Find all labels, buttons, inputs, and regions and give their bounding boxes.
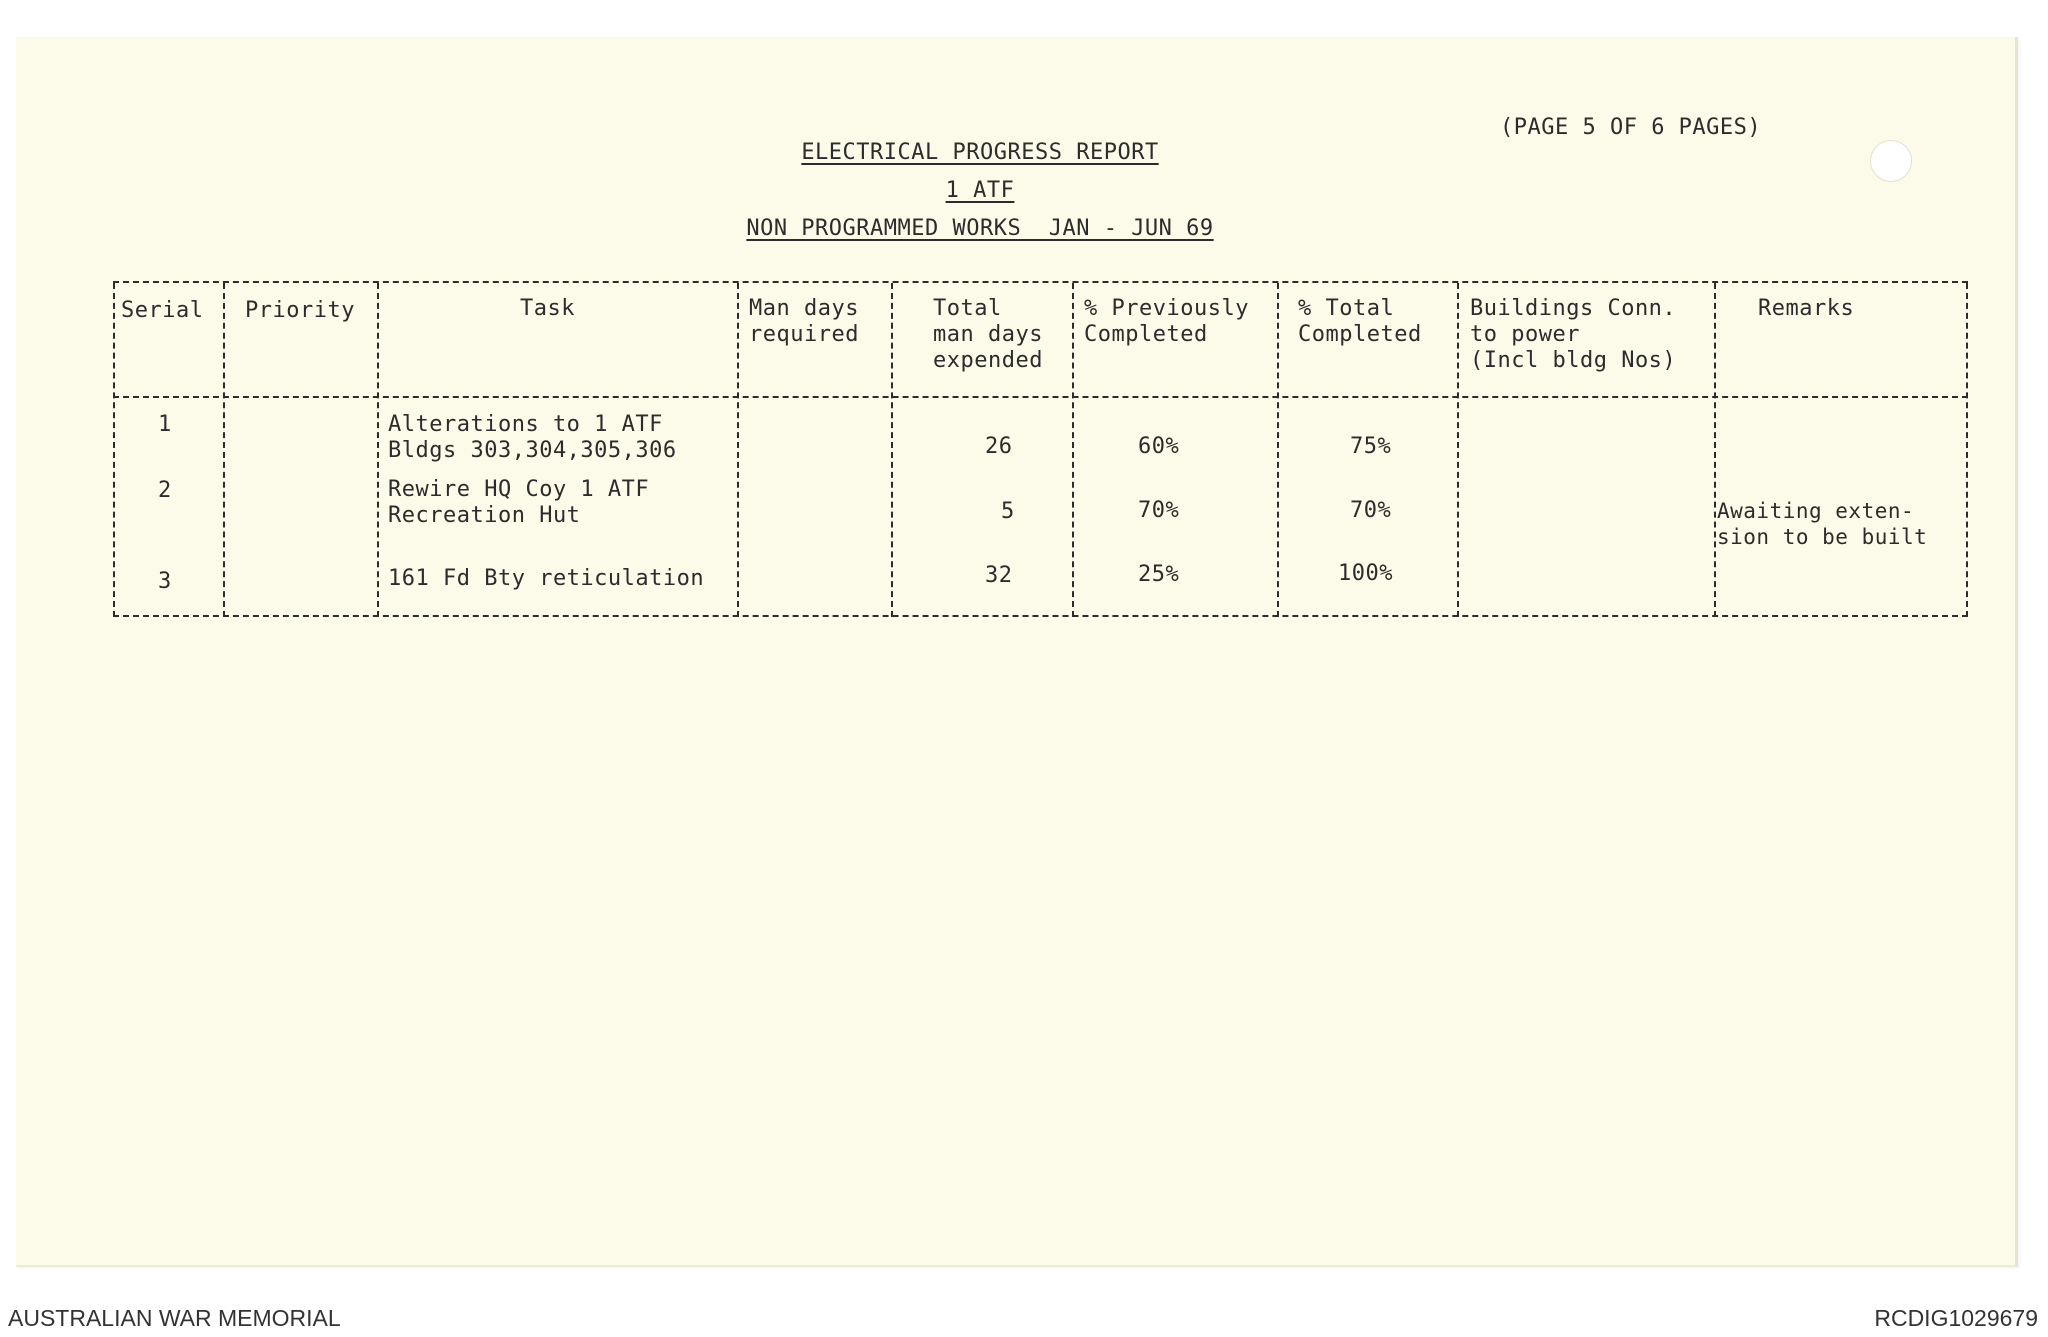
col-border-0 bbox=[113, 283, 115, 617]
col-border-1 bbox=[223, 283, 225, 617]
col-border-7 bbox=[1457, 283, 1459, 617]
row-3-total-man-days: 32 bbox=[985, 563, 1013, 588]
punch-hole bbox=[1870, 140, 1912, 182]
col-border-6 bbox=[1277, 283, 1279, 617]
row-1-total-man-days: 26 bbox=[985, 434, 1013, 459]
footer-archive-name: AUSTRALIAN WAR MEMORIAL bbox=[8, 1305, 341, 1331]
row-2-remarks: Awaiting exten- sion to be built bbox=[1717, 499, 1928, 549]
row-1-task: Alterations to 1 ATF Bldgs 303,304,305,306 bbox=[388, 412, 677, 463]
header-remarks: Remarks bbox=[1758, 296, 1855, 321]
header-previously-completed: % Previously Completed bbox=[1084, 296, 1249, 347]
report-title: ELECTRICAL PROGRESS REPORT bbox=[801, 140, 1159, 165]
header-priority: Priority bbox=[245, 298, 355, 323]
row-3-previously-completed: 25% bbox=[1138, 562, 1180, 587]
row-1-previously-completed: 60% bbox=[1138, 434, 1180, 459]
row-3-serial: 3 bbox=[158, 569, 172, 594]
table-bottom-border bbox=[113, 615, 1968, 617]
row-2-serial: 2 bbox=[158, 478, 172, 503]
col-border-9 bbox=[1966, 283, 1968, 617]
row-1-total-completed: 75% bbox=[1350, 434, 1392, 459]
header-total-man-days: Total man days expended bbox=[933, 296, 1043, 373]
col-border-5 bbox=[1072, 283, 1074, 617]
col-border-4 bbox=[891, 283, 893, 617]
row-1-serial: 1 bbox=[158, 412, 172, 437]
table-top-border bbox=[113, 281, 1968, 283]
row-3-total-completed: 100% bbox=[1338, 561, 1393, 586]
row-2-task: Rewire HQ Coy 1 ATF Recreation Hut bbox=[388, 477, 650, 528]
header-buildings-connected: Buildings Conn. to power (Incl bldg Nos) bbox=[1470, 296, 1677, 373]
header-serial: Serial bbox=[121, 298, 204, 323]
col-border-3 bbox=[737, 283, 739, 617]
header-man-days-required: Man days required bbox=[749, 296, 859, 347]
unit-name: 1 ATF bbox=[945, 178, 1015, 203]
row-2-previously-completed: 70% bbox=[1138, 498, 1180, 523]
footer-record-id: RCDIG1029679 bbox=[1874, 1305, 2038, 1331]
header-task: Task bbox=[520, 296, 575, 321]
row-3-task: 161 Fd Bty reticulation bbox=[388, 566, 705, 591]
report-subtitle: NON PROGRAMMED WORKS JAN - JUN 69 bbox=[746, 216, 1214, 241]
page-number: (PAGE 5 OF 6 PAGES) bbox=[1500, 115, 1762, 140]
row-2-total-man-days: 5 bbox=[1001, 499, 1015, 524]
header-total-completed: % Total Completed bbox=[1298, 296, 1422, 347]
table-header-divider bbox=[113, 396, 1968, 398]
col-border-8 bbox=[1714, 283, 1716, 617]
col-border-2 bbox=[377, 283, 379, 617]
row-2-total-completed: 70% bbox=[1350, 498, 1392, 523]
